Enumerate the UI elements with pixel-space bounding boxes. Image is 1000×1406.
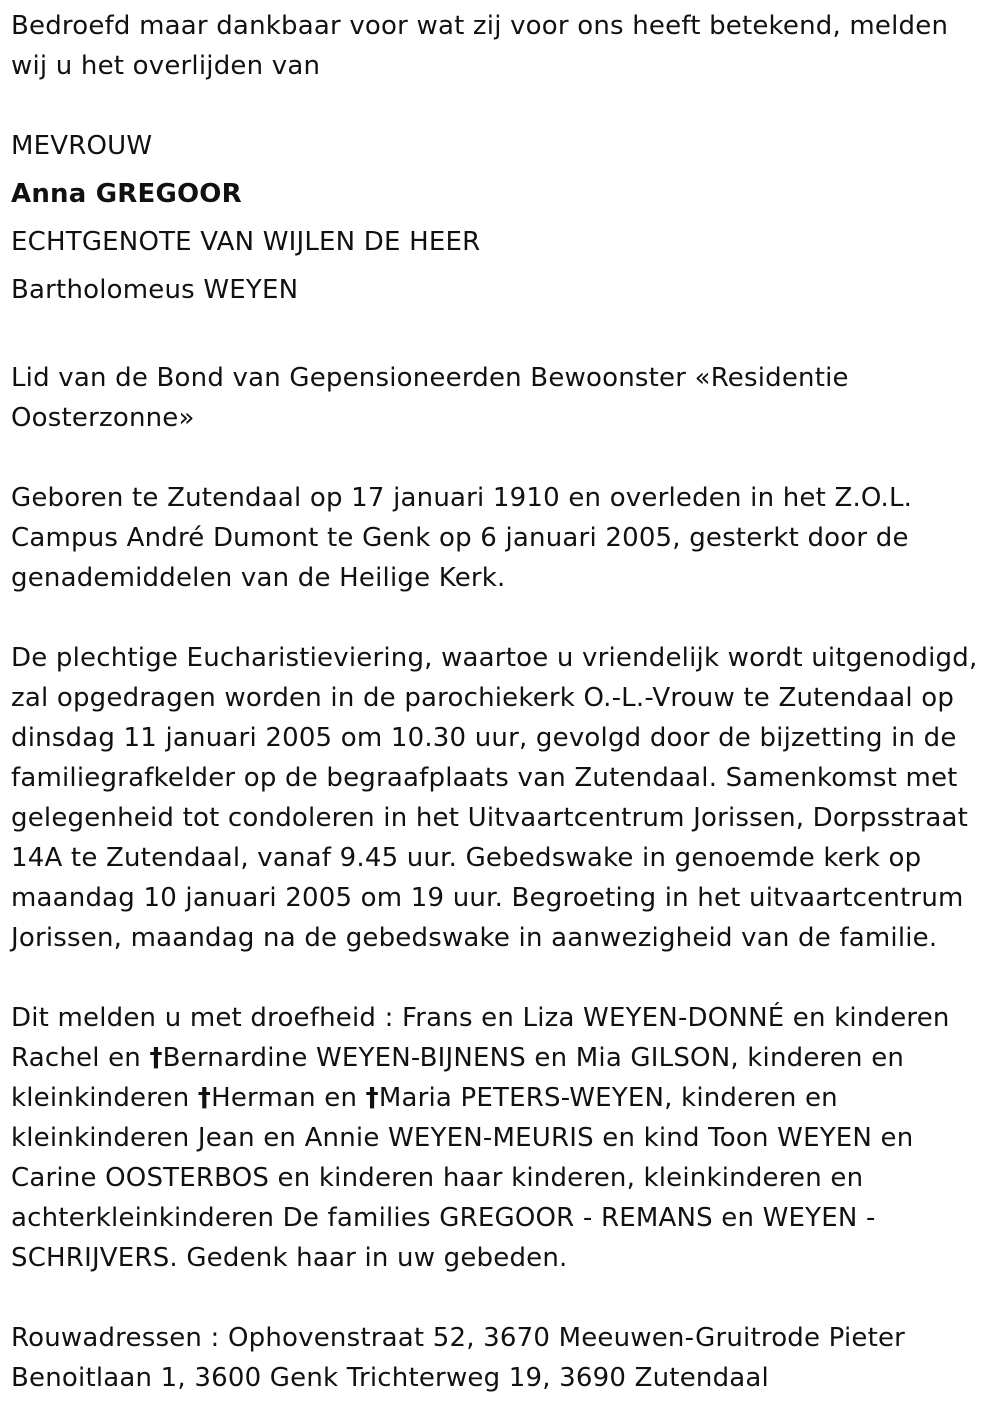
spacer: [11, 598, 990, 638]
deceased-name: Anna GREGOOR: [11, 179, 242, 209]
family-text-part: Bernardine WEYEN-BIJNENS en Mia GILSON, kinderen en kleinkinderen: [11, 1043, 905, 1113]
membership-text: Lid van de Bond van Gepensioneerden Bewoonster «Residentie Oosterzonne»: [11, 363, 849, 433]
deceased-relation: ECHTGENOTE VAN WIJLEN DE HEER: [11, 227, 481, 257]
birth-death-text: Geboren te Zutendaal op 17 januari 1910 en overleden in het Z.O.L. Campus André Dumont te Genk op 6 januari 2005, gesterkt door de genademiddelen van de Heilige Kerk.: [11, 483, 913, 593]
cross-icon: †: [197, 1083, 212, 1113]
ceremony-text: De plechtige Eucharistieviering, waartoe u vriendelijk wordt uitgenodigd, zal opgedragen worden in de parochiekerk O.-L.-Vrouw te Zutendaal op dinsdag 11 januari 2005 om 10.30 uur, gevolgd door de bijzetting in de familiegrafkelder op de begraafplaats van Zutendaal. Samenkomst met gelegenheid tot condoleren in het Uitvaartcentrum Jorissen, Dorpsstraat 14A te Zutendaal, vanaf 9.45 uur. Gebedswake in genoemde kerk op maandag 10 januari 2005 om 19 uur. Begroeting in het uitvaartcentrum Jorissen, maandag na de gebedswake in aanwezigheid van de familie.: [11, 643, 978, 953]
spacer: [11, 86, 990, 126]
deceased-title: MEVROUW: [11, 131, 153, 161]
family-text-part: Herman en: [211, 1083, 366, 1113]
spouse-name: Bartholomeus WEYEN: [11, 275, 299, 305]
deceased-block: [11, 122, 990, 314]
addresses-text: Rouwadressen : Ophovenstraat 52, 3670 Meeuwen-Gruitrode Pieter Benoitlaan 1, 3600 Genk Trichterweg 19, 3690 Zutendaal: [11, 1323, 906, 1393]
spacer: [11, 958, 990, 998]
family-text-part: Dit melden u met droefheid : Frans en Liza WEYEN-DONNÉ en kinderen Rachel en: [11, 1003, 950, 1073]
cross-icon: †: [149, 1043, 163, 1073]
spacer: [11, 438, 990, 478]
family-text: [11, 998, 990, 1278]
spacer: [11, 1278, 990, 1318]
cross-icon: †: [365, 1083, 379, 1113]
family-text-part: Maria PETERS-WEYEN, kinderen en kleinkinderen Jean en Annie WEYEN-MEURIS en kind Toon WEYEN en Carine OOSTERBOS en kinderen haar kinderen, kleinkinderen en achterkleinkinderen De families GREGOOR - REMANS en WEYEN - SCHRIJVERS. Gedenk haar in uw gebeden.: [11, 1083, 914, 1273]
spacer: [11, 318, 990, 358]
intro-text: Bedroefd maar dankbaar voor wat zij voor ons heeft betekend, melden wij u het overlijden van: [11, 11, 949, 81]
